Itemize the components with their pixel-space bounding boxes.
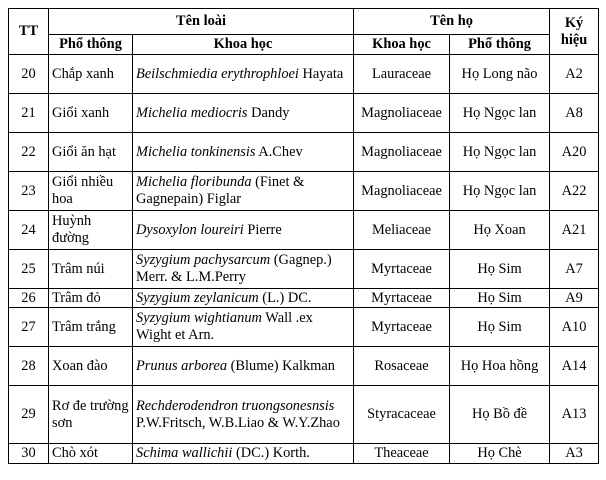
family-common: Họ Sim bbox=[450, 289, 550, 308]
scientific-name-author: P.W.Fritsch, W.B.Liao & W.Y.Zhao bbox=[136, 414, 340, 431]
table-body bbox=[9, 55, 599, 464]
table-row bbox=[9, 211, 599, 250]
common-name: Giổi xanh bbox=[49, 94, 133, 133]
scientific-name-italic: Michelia mediocris bbox=[136, 104, 248, 121]
table-row bbox=[9, 250, 599, 289]
row-number: 20 bbox=[9, 55, 49, 94]
header-scientific-name: Khoa học bbox=[133, 35, 354, 55]
row-number: 30 bbox=[9, 444, 49, 464]
scientific-name-italic: Rechderodendron truongsonesnsis bbox=[136, 397, 335, 414]
common-name: Chắp xanh bbox=[49, 55, 133, 94]
code: A10 bbox=[550, 308, 599, 347]
scientific-name-author: Hayata bbox=[298, 65, 344, 82]
scientific-name bbox=[133, 386, 354, 444]
scientific-name-author: Wall .ex Wight et Arn. bbox=[136, 310, 313, 343]
table-row bbox=[9, 133, 599, 172]
common-name: Xoan đào bbox=[49, 347, 133, 386]
family-scientific: Magnoliaceae bbox=[354, 133, 450, 172]
scientific-name bbox=[133, 289, 354, 308]
family-scientific: Magnoliaceae bbox=[354, 94, 450, 133]
common-name: Trâm núi bbox=[49, 250, 133, 289]
scientific-name bbox=[133, 308, 354, 347]
table-row bbox=[9, 386, 599, 444]
code: A8 bbox=[550, 94, 599, 133]
scientific-name bbox=[133, 55, 354, 94]
family-common: Họ Ngọc lan bbox=[450, 133, 550, 172]
family-common: Họ Hoa hồng bbox=[450, 347, 550, 386]
code: A2 bbox=[550, 55, 599, 94]
row-number: 22 bbox=[9, 133, 49, 172]
table-row bbox=[9, 94, 599, 133]
table-row bbox=[9, 444, 599, 464]
header-family: Tên họ bbox=[354, 9, 550, 35]
scientific-name-author: Dandy bbox=[247, 104, 290, 121]
family-scientific: Myrtaceae bbox=[354, 250, 450, 289]
code: A20 bbox=[550, 133, 599, 172]
family-scientific: Myrtaceae bbox=[354, 308, 450, 347]
table-row bbox=[9, 172, 599, 211]
row-number: 24 bbox=[9, 211, 49, 250]
common-name: Giổi ăn hạt bbox=[49, 133, 133, 172]
family-scientific: Rosaceae bbox=[354, 347, 450, 386]
row-number: 25 bbox=[9, 250, 49, 289]
common-name: Trâm đỏ bbox=[49, 289, 133, 308]
family-scientific: Theaceae bbox=[354, 444, 450, 464]
family-scientific: Meliaceae bbox=[354, 211, 450, 250]
common-name: Huỳnh đường bbox=[49, 211, 133, 250]
scientific-name-italic: Schima wallichii bbox=[136, 445, 233, 461]
family-scientific: Magnoliaceae bbox=[354, 172, 450, 211]
scientific-name-italic: Syzygium pachysarcum bbox=[136, 252, 271, 268]
family-common: Họ Long não bbox=[450, 55, 550, 94]
table-row bbox=[9, 289, 599, 308]
code: A9 bbox=[550, 289, 599, 308]
header-species: Tên loài bbox=[49, 9, 354, 35]
scientific-name-author: (Finet & Gagnepain) Figlar bbox=[136, 174, 305, 207]
family-common: Họ Sim bbox=[450, 250, 550, 289]
scientific-name bbox=[133, 94, 354, 133]
scientific-name-author: (Gagnep.) Merr. & L.M.Perry bbox=[136, 252, 332, 285]
scientific-name bbox=[133, 133, 354, 172]
common-name: Chò xót bbox=[49, 444, 133, 464]
scientific-name-author: A.Chev bbox=[255, 143, 303, 160]
scientific-name bbox=[133, 444, 354, 464]
code: A21 bbox=[550, 211, 599, 250]
table-row bbox=[9, 55, 599, 94]
family-common: Họ Xoan bbox=[450, 211, 550, 250]
code: A13 bbox=[550, 386, 599, 444]
scientific-name bbox=[133, 347, 354, 386]
family-scientific: Myrtaceae bbox=[354, 289, 450, 308]
family-common: Họ Sim bbox=[450, 308, 550, 347]
row-number: 29 bbox=[9, 386, 49, 444]
family-common: Họ Ngọc lan bbox=[450, 94, 550, 133]
scientific-name-italic: Michelia floribunda bbox=[136, 174, 252, 190]
species-table bbox=[8, 8, 599, 464]
row-number: 23 bbox=[9, 172, 49, 211]
scientific-name-italic: Beilschmiedia erythrophloei bbox=[136, 65, 299, 82]
row-number: 27 bbox=[9, 308, 49, 347]
code: A7 bbox=[550, 250, 599, 289]
scientific-name bbox=[133, 172, 354, 211]
row-number: 26 bbox=[9, 289, 49, 308]
scientific-name-author: (L.) DC. bbox=[258, 289, 312, 306]
header-common-name: Phổ thông bbox=[49, 35, 133, 55]
scientific-name-italic: Dysoxylon loureiri bbox=[136, 221, 244, 238]
row-number: 21 bbox=[9, 94, 49, 133]
scientific-name bbox=[133, 211, 354, 250]
code: A22 bbox=[550, 172, 599, 211]
header-tt: TT bbox=[9, 9, 49, 55]
scientific-name-author: (Blume) Kalkman bbox=[227, 357, 335, 374]
family-scientific: Lauraceae bbox=[354, 55, 450, 94]
header-code: Ký hiệu bbox=[550, 9, 599, 55]
family-common: Họ Chè bbox=[450, 444, 550, 464]
table-row bbox=[9, 308, 599, 347]
family-scientific: Styracaceae bbox=[354, 386, 450, 444]
row-number: 28 bbox=[9, 347, 49, 386]
code: A3 bbox=[550, 444, 599, 464]
scientific-name-italic: Prunus arborea bbox=[136, 357, 228, 374]
table-row bbox=[9, 347, 599, 386]
scientific-name-author: (DC.) Korth. bbox=[232, 445, 310, 461]
scientific-name bbox=[133, 250, 354, 289]
scientific-name-italic: Syzygium wightianum bbox=[136, 310, 262, 326]
code: A14 bbox=[550, 347, 599, 386]
common-name: Giổi nhiều hoa bbox=[49, 172, 133, 211]
header-family-common: Phổ thông bbox=[450, 35, 550, 55]
scientific-name-italic: Michelia tonkinensis bbox=[136, 143, 256, 160]
family-common: Họ Bồ đề bbox=[450, 386, 550, 444]
family-common: Họ Ngọc lan bbox=[450, 172, 550, 211]
header-family-scientific: Khoa học bbox=[354, 35, 450, 55]
common-name: Trâm trắng bbox=[49, 308, 133, 347]
common-name: Rơ đe trường sơn bbox=[49, 386, 133, 444]
scientific-name-author: Pierre bbox=[243, 221, 282, 238]
scientific-name-italic: Syzygium zeylanicum bbox=[136, 289, 259, 306]
